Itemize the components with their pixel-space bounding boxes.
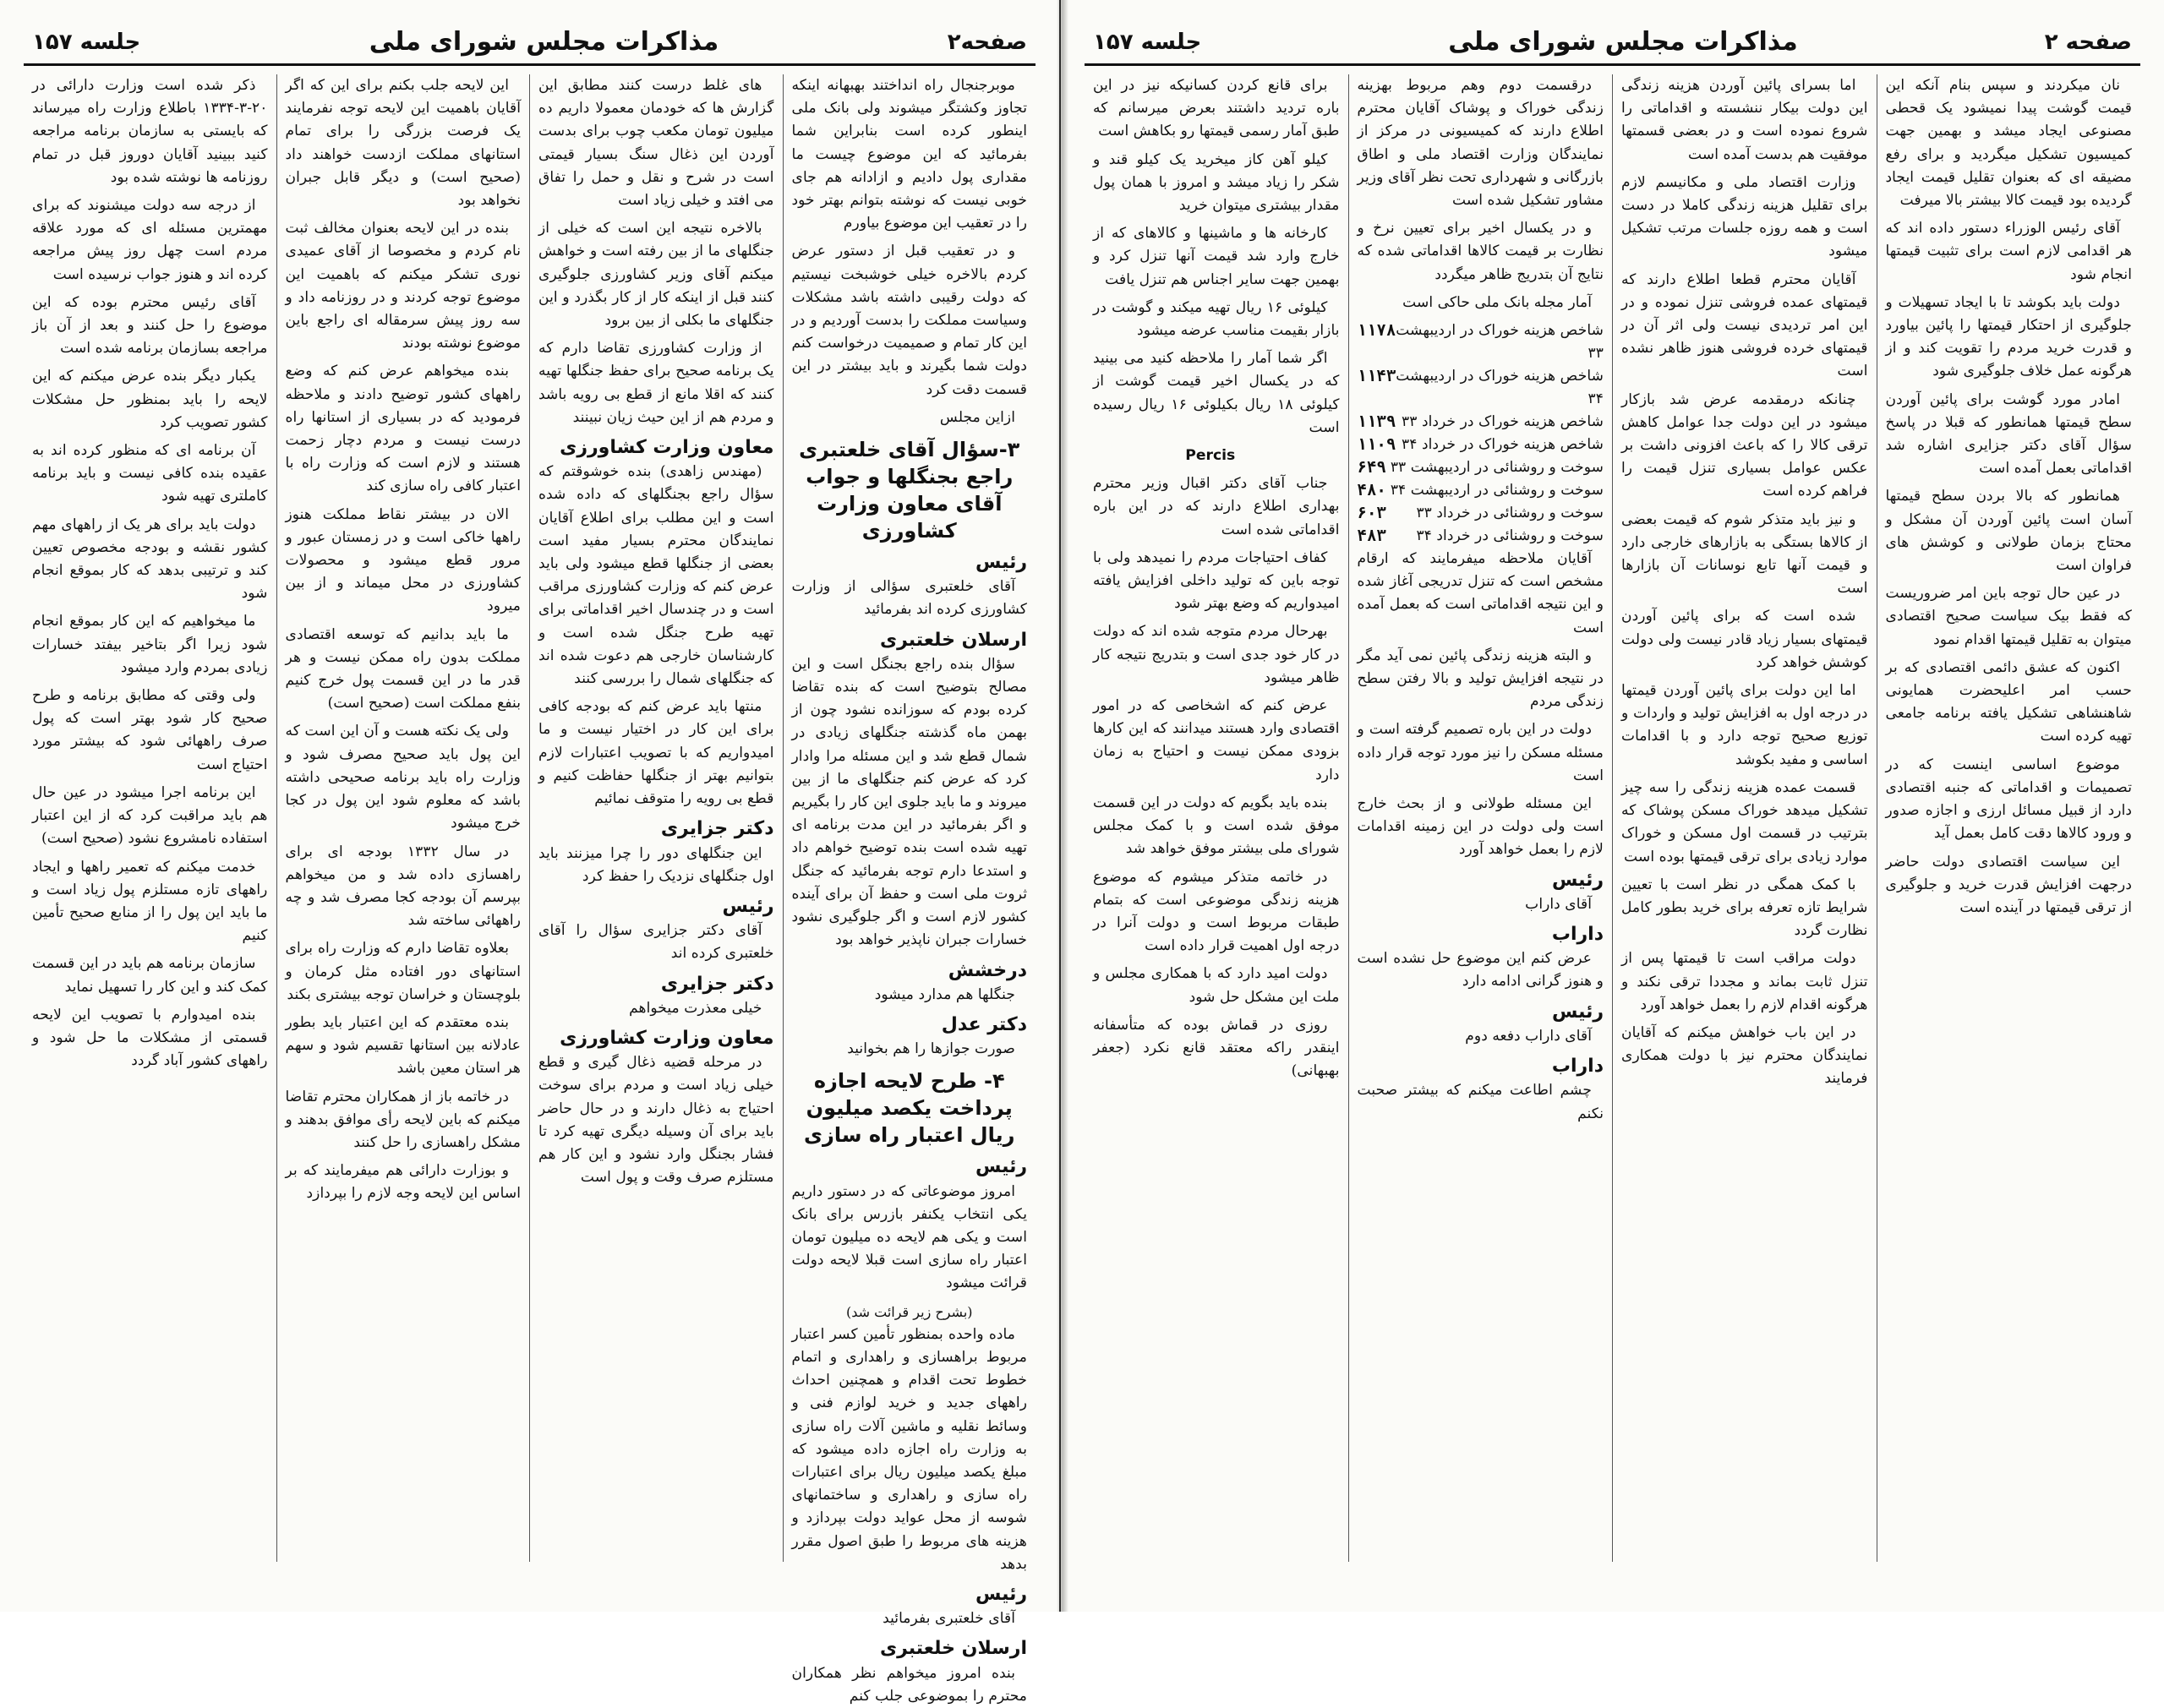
stat-value: ۱۱۰۹ — [1357, 435, 1396, 455]
speaker-name: رئیس — [722, 895, 774, 917]
stat-row — [1358, 525, 1604, 548]
stat-row — [1358, 319, 1604, 365]
right-page — [1061, 0, 2164, 1612]
paragraph: این برنامه اجرا میشود در عین حال هم باید مراقبت کرد که از این اعتبار استفاده نامشروع نشود (صحیح است) — [32, 783, 268, 848]
paragraph: ذکر شده است وزارت دارائی در ۲۰-۳-۱۳۳۴ باطلاع وزارت راه میرساند که بایستی به سازمان برنامه مراجعه کنید ببینید آقایان دوروز قبل در تمام روزنامه ها نوشته شده بود — [32, 77, 268, 186]
paragraph: ما میخواهیم که این کار بموقع انجام شود زیرا اگر بتاخیر بیفتد خسارات زیادی بمردم وارد میشود — [32, 613, 268, 676]
paragraph: چشم اطاعت میکنم که بیشتر صحبت نکنم — [1357, 1082, 1604, 1122]
paragraph: خدمت میکنم که تعمیر راهها و ایجاد راههای تازه مستلزم پول زیاد است و ما باید این پول را از منابع صحیح تأمین کنیم — [32, 858, 268, 945]
paragraph: بهرحال مردم متوجه شده اند که دولت در کار خود جدی است و بتدریج نتیجه کار ظاهر میشود — [1093, 623, 1340, 686]
stat-label: سوخت و روشنائی در خرداد ۳۳ — [1416, 505, 1604, 522]
speaker-name: ارسلان خلعتبری — [879, 1638, 1027, 1660]
stat-label: سوخت و روشنائی در اردیبهشت ۳۴ — [1390, 482, 1604, 499]
section-heading: ۳-سؤال آقای خلعتبری راجع بجنگلها و جواب آقای معاون وزارت کشاورزی — [799, 438, 1020, 543]
paragraph: سؤال بنده راجع بجنگل است و این مصالح بتوضیح است که بنده تقاضا کرده بودم که سوزانده نشود چون از بهمن ماه گذشته جنگلهای زیادی در شمال قطع شد و این مسئله مرا وادار کرد که عرض کنم جنگلهای ما از بین میروند و ما باید جلوی این کار را بگیریم و اگر بفرمائید در این مدت برنامه ای تهیه شده است بنده توضیح خواهم داد و استدعا دارم توجه بفرمائید که جنگل ثروت ملی است و حفظ آن برای آینده کشور لازم است و اگر جلوگیری نشود خسارات جبران ناپذیر خواهد بود — [791, 655, 1027, 949]
paragraph: در خاتمه باز از همکاران محترم تقاضا میکنم که باین لایحه رأی موافق بدهند و مشکل راهسازی را حل کنند — [285, 1088, 521, 1151]
paragraph: همانطور که بالا بردن سطح قیمتها آسان است پائین آوردن آن مشکل و محتاج بزمان طولانی و کوشش های فراوان است — [1885, 488, 2132, 575]
paragraph: درقسمت دوم وهم مربوط بهزینه زندگی خوراک و پوشاک آقایان محترم اطلاع دارند که کمیسیونی در مرکز از نمایندگان وزارت اقتصاد ملی و اطاق بازرگانی و شهرداری تحت نظر آقای وزیر مشاور تشکیل شده است — [1357, 77, 1604, 210]
paragraph: ولی وقتی که مطابق برنامه و طرح صحیح کار شود بهتر است که پول صرف راههائی شود که بیشتر مورد احتیاج است — [32, 687, 268, 773]
stat-value: ۱۱۳۹ — [1357, 412, 1396, 432]
paragraph: ماده واحده بمنظور تأمین کسر اعتبار مربوط براهسازی و راهداری و اتمام خطوط تحت اقدام و همچنین احداث راههای جدید و خرید لوازم فنی و وسائط نقلیه و ماشین آلات راه سازی به وزارت راه اجازه داده میشود که مبلغ یکصد میلیون ریال برای اعتبارات راه سازی و راهداری و ساختمانهای شوسه از محل عواید دولت بپردازد و هزینه های مربوط را طبق اصول مقرر بدهد — [791, 1325, 1027, 1573]
paragraph: منتها باید عرض کنم که بودجه کافی برای این کار در اختیار نیست و ما امیدواریم که با تصویب اعتبارات لازم بتوانیم بهتر از جنگلها حفاظت کنیم و قطع بی رویه را متوقف نمائیم — [538, 698, 774, 808]
stat-label: سوخت و روشنائی در اردیبهشت ۳۳ — [1390, 459, 1604, 477]
speaker-name: دکتر عدل — [941, 1013, 1027, 1035]
paragraph: و بوزارت دارائی هم میفرمایند که بر اساس این لایحه وجه لازم را بپردازد — [285, 1162, 521, 1203]
paragraph: موبرجنجال راه انداختند بهبهانه اینکه تجاوز وکشتگر میشوند ولی بانک ملی اینطور کرده است بنابراین شما بفرمائید که این موضوع چیست ما مقداری پول دادیم و ازادانه هم جای خوبی نیست که نوشته بتوانم بهتر خود را در تعقیب این موضوع بیاورم — [791, 77, 1027, 232]
paragraph: ازاین مجلس — [939, 408, 1015, 426]
section-heading: ۴- طرح لایحه اجازه پرداخت یکصد میلیون ریال اعتبار راه سازی — [804, 1069, 1015, 1148]
paragraph: دولت در این باره تصمیم گرفته است و مسئله مسکن را نیز مورد توجه قرار داده است — [1357, 721, 1604, 784]
paragraph: آقای خلعتبری سؤالی از وزارت کشاورزی کرده اند بفرمائید — [791, 578, 1027, 619]
paragraph: امروز موضوعاتی که در دستور داریم یکی انتخاب یکنفر بازرس برای بانک است و یکی هم لایحه ده میلیون تومان اعتبار راه سازی است قبلا لایحه دولت قرائت میشود — [791, 1182, 1027, 1292]
paragraph: در این باب خواهش میکنم که آقایان نمایندگان محترم نیز با دولت همکاری فرمایند — [1621, 1023, 1868, 1088]
paragraph: یکبار دیگر بنده عرض میکنم که این لایحه را باید بمنظور حل مشکلات کشور تصویب کرد — [32, 368, 268, 431]
latin-word: Percis — [1185, 447, 1236, 465]
paragraph: آقایان ملاحظه میفرمایند که ارقام مشخص است که تنزل تدریجی آغاز شده و این نتیجه اقداماتی است که بعمل آمده است — [1357, 550, 1604, 636]
paragraph: امادر مورد گوشت برای پائین آوردن سطح قیمتها همانطور که قبلا در پاسخ سؤال آقای دکتر جزایری اشاره شد اقداماتی بعمل آمده است — [1885, 390, 2132, 477]
paragraph: این لایحه جلب بکنم برای این که اگر آقایان باهمیت این لایحه توجه نفرمایند یک فرصت بزرگی را برای تمام استانهای مملکت ازدست خواهند داد (صحیح است) و دیگر قابل جبران نخواهد بود — [285, 77, 521, 210]
paragraph: موضوع اساسی اینست که در تصمیمات و اقداماتی که جنبه اقتصادی دارد از قبیل مسائل ارزی و اجازه صدور و ورود کالاها دقت کامل بعمل آید — [1885, 756, 2132, 843]
left-page — [0, 0, 1061, 1705]
reading-note: (بشرح زیر قرائت شد) — [845, 1303, 973, 1320]
paragraph: در عین حال توجه باین امر ضروریست که فقط بیک سیاست صحیح اقتصادی میتوان به تقلیل قیمتها اقدام نمود — [1885, 585, 2132, 648]
column-3 — [276, 74, 530, 1562]
paragraph: و در تعقیب قبل از دستور عرض کردم بالاخره خیلی خوشبخت نیستیم که دولت رقیبی داشته باشد مشکلات وسیاست مملکت را بدست آوردیم و در این کار تمام و صمیمیت درخواست کنم دولت شما بگیرند و باید بیشتر در این قسمت دقت کرد — [791, 243, 1027, 398]
page-gutter — [1057, 0, 1068, 1612]
paragraph: بالاخره نتیجه این است که خیلی از جنگلهای ما از بین رفته است و خواهش میکنم آقای وزیر کشاورزی جلوگیری کنند قبل از اینکه کار از کار بگذرد و این جنگلهای ما بکلی از بین برود — [538, 220, 774, 330]
paragraph: (مهندس زاهدی) بنده خوشوقتم که سؤال راجع بجنگلهای که داده شده است و این مطلب برای اطلاع آقایان نمایندگان محترم بسیار مفید است بعضی از جنگلها قطع میشود ولی باید عرض کنم که وزارت کشاورزی مراقب است و در چندسال اخیر اقداماتی برای تهیه طرح جنگل شده است و کارشناسان خارجی هم دعوت شده اند که جنگلهای شمال را بررسی کنند — [538, 463, 774, 688]
stat-row — [1358, 479, 1604, 502]
speaker-name: رئیس — [1551, 869, 1604, 891]
paragraph: کارخانه ها و ماشینها و کالاهای که از خارج وارد شد قیمت آنها تنزل کرد و بهمین جهت سایر اجناس هم تنزل یافت — [1093, 225, 1340, 288]
session-number: جلسه ۱۵۷ — [32, 29, 141, 55]
column-2 — [1612, 74, 1877, 1562]
paragraph: بعلاوه تقاضا دارم که وزارت راه برای استانهای دور افتاده مثل کرمان و بلوچستان و خراسان توجه بیشتری بکند — [285, 940, 521, 1003]
publication-title: مذاکرات مجلس شورای ملی — [1448, 27, 1798, 57]
stat-value: ۴۸۰ — [1357, 481, 1386, 500]
stat-value: ۶۴۹ — [1357, 458, 1386, 477]
stat-value: ۱۱۴۳ — [1357, 367, 1396, 386]
session-number: جلسه ۱۵۷ — [1093, 29, 1202, 55]
paragraph: صورت جوازها را هم بخوانید — [847, 1040, 1015, 1058]
paragraph: روزی در قماش بوده که متأسفانه اینقدر راکه معتقد قانع نکرد (جعفر بهبهانی) — [1093, 1016, 1340, 1080]
paragraph: چنانکه درمقدمه عرض شد بازکار میشود در این دولت جدا عوامل کاهش ترقی کالا را که باعث افزونی داشت بر عکس عوامل بسیاری تنزل قیمت را فراهم کرده است — [1621, 390, 1868, 500]
page-number: صفحه۲ — [947, 29, 1027, 55]
stat-row — [1358, 456, 1604, 479]
paragraph: این سیاست اقتصادی دولت حاضر درجهت افزایش قدرت خرید و جلوگیری از ترقی قیمتها در آینده است — [1885, 853, 2132, 916]
paragraph: این مسئله طولانی و از بحث خارج است ولی دولت در این زمینه اقدامات لازم را بعمل خواهد آورد — [1357, 795, 1604, 859]
paragraph: بنده امروز میخواهم نظر همکاران محترم را بموضوعی جلب کنم — [791, 1664, 1027, 1705]
paragraph: این جنگلهای دور را چرا میزنند باید اول جنگلهای نزدیک را حفظ کرد — [538, 844, 774, 885]
stat-label: شاخص هزینه خوراک در خرداد ۳۳ — [1402, 413, 1604, 431]
paragraph: قسمت عمده هزینه زندگی را سه چیز تشکیل میدهد خوراک مسکن پوشاک که بترتیب در قسمت اول مسکن و خوراک موارد زیادی برای ترقی قیمتها بوده است — [1621, 778, 1868, 865]
paragraph: آقایان محترم قطعا اطلاع دارند که قیمتهای عمده فروشی تنزل نموده و در این امر تردیدی نیست ولی اثر آن در قیمتهای خرده فروشی هنوز ظاهر نشده است — [1621, 270, 1868, 380]
paragraph: شده است که برای پائین آوردن قیمتهای بسیار زیاد قادر نیست ولی دولت کوشش خواهد کرد — [1621, 608, 1868, 671]
speaker-name: معاون وزارت کشاورزی — [560, 1027, 774, 1049]
left-page-header — [24, 19, 1036, 66]
column-1 — [1877, 74, 2141, 1562]
paragraph: در خاتمه متذکر میشوم که موضوع هزینه زندگی موضوعی است که بتمام طبقات مربوط است و دولت آنرا در درجه اول اهمیت قرار داده است — [1093, 868, 1340, 955]
speaker-name: رئیس — [975, 1583, 1027, 1605]
page-number: صفحه ۲ — [2044, 29, 2132, 55]
paragraph: دولت مراقب است تا قیمتها پس از تنزل ثابت بماند و مجددا ترقی نکند و هرگونه اقدام لازم را بعمل خواهد آورد — [1621, 950, 1868, 1013]
stat-label: سوخت و روشنائی در خرداد ۳۴ — [1416, 527, 1604, 545]
paragraph: اما بسرای پائین آوردن هزینه زندگی این دولت بیکار ننشسته و اقداماتی را شروع نموده است و در بعضی قسمتها موفقیت هم بدست آمده است — [1621, 77, 1868, 163]
stat-row — [1358, 411, 1604, 434]
paragraph: کیلو آهن کاز میخرید یک کیلو قند و شکر را زیاد میشد و امروز با همان پول مقدار بیشتری میتوان خرید — [1093, 150, 1340, 215]
speaker-name: معاون وزارت کشاورزی — [560, 437, 774, 459]
paragraph: و در یکسال اخیر برای تعیین نرخ و نظارت بر قیمت کالاها اقداماتی شده که نتایج آن بتدریج ظاهر میگردد — [1357, 220, 1604, 283]
speaker-name: درخشش — [948, 959, 1027, 981]
speaker-name: داراب — [1551, 924, 1604, 946]
column-4 — [1085, 74, 1348, 1562]
stat-row — [1358, 365, 1604, 411]
paragraph: بنده امیدوارم با تصویب این لایحه قسمتی از مشکلات ما حل شود و راههای کشور آباد گردد — [32, 1006, 268, 1070]
paragraph: جناب آقای دکتر اقبال وزیر محترم بهداری اطلاع دارند که در این باره اقداماتی شده است — [1093, 475, 1340, 538]
paragraph: ولی یک نکته هست و آن این است که این پول باید صحیح مصرف شود و وزارت راه باید برنامه صحیحی داشته باشد که معلوم شود این پول در کجا خرج میشود — [285, 723, 521, 832]
speaker-name: داراب — [1551, 1056, 1604, 1078]
speaker-name: رئیس — [1551, 1001, 1604, 1023]
speaker-name: دکتر جزایری — [660, 818, 774, 840]
paragraph: سازمان برنامه هم باید در این قسمت کمک کند و این کار را تسهیل نماید — [32, 955, 268, 996]
stat-row — [1358, 502, 1604, 525]
paragraph: در سال ۱۳۳۲ بودجه ای برای راهسازی داده شد و من میخواهم بپرسم آن بودجه کجا مصرف شد و چه راههائی ساخته شد — [285, 843, 521, 930]
speaker-name: رئیس — [975, 552, 1027, 574]
stat-value: ۶۰۳ — [1357, 504, 1386, 523]
stat-value: ۱۱۷۸ — [1357, 321, 1396, 341]
paragraph: دولت باید برای هر یک از راههای مهم کشور نقشه و بودجه مخصوص تعیین کند و ترتیبی بدهد که کار بموقع انجام شود — [32, 516, 268, 603]
paragraph: بنده باید بگویم که دولت در این قسمت موفق شده است و با کمک مجلس شورای ملی بیشتر موفق خواهد شد — [1093, 794, 1340, 858]
stat-label: شاخص هزینه خوراک در اردیبهشت ۳۴ — [1396, 368, 1604, 408]
paragraph: برای قانع کردن کسانیکه نیز در این باره تردید داشتند بعرض میرسانم که طبق آمار رسمی قیمتها رو بکاهش است — [1093, 77, 1340, 140]
column-3 — [1348, 74, 1613, 1562]
column-4 — [24, 74, 276, 1562]
paragraph: کیلوئی ۱۶ ریال تهیه میکند و گوشت در بازار بقیمت مناسب عرضه میشود — [1093, 298, 1340, 340]
paragraph: بنده معتقدم که این اعتبار باید بطور عادلانه بین استانها تقسیم شود و سهم هر استان معین باشد — [285, 1013, 521, 1078]
speaker-name: ارسلان خلعتبری — [879, 629, 1027, 651]
paragraph: ما باید بدانیم که توسعه اقتصادی مملکت بدون راه ممکن نیست و هر قدر ما در این قسمت پول خرج کنیم بنفع مملکت است (صحیح است) — [285, 625, 521, 712]
paragraph: آقای دکتر جزایری سؤال را آقای خلعتبری کرده اند — [538, 922, 774, 963]
paragraph: بنده میخواهم عرض کنم که وضع راههای کشور توضیح دادند و ملاحظه فرمودید که در بسیاری از استانها راه درست نیست و مردم دچار زحمت هستند و لازم است که وزارت راه با اعتبار کافی راه سازی کند — [285, 363, 521, 495]
paragraph: اگر شما آمار را ملاحظه کنید می بینید که در یکسال اخیر قیمت گوشت از کیلوئی ۱۸ ریال بکیلوئی ۱۶ ریال رسیده است — [1093, 350, 1340, 436]
paragraph: عرض کنم این موضوع حل نشده است و هنوز گرانی ادامه دارد — [1357, 950, 1604, 990]
paragraph: کفاف احتیاجات مردم را نمیدهد ولی با توجه باین که تولید داخلی افزایش یافته امیدواریم که وضع بهتر شود — [1093, 548, 1340, 613]
column-2 — [529, 74, 783, 1562]
stat-label: شاخص هزینه خوراک در خرداد ۳۴ — [1402, 436, 1604, 454]
paragraph: وزارت اقتصاد ملی و مکانیسم لازم برای تقلیل هزینه زندگی کاملا در دست است و همه روزه جلسات مرتب تشکیل میشود — [1621, 173, 1868, 260]
paragraph: جنگلها هم مدارد میشود — [874, 985, 1015, 1003]
paragraph: آقای خلعتبری بفرمائید — [883, 1610, 1015, 1628]
paragraph: و البته هزینه زندگی پائین نمی آید مگر در نتیجه افزایش تولید و بالا رفتن سطح زندگی مردم — [1357, 647, 1604, 711]
paragraph: در مرحله قضیه ذغال گیری و قطع خیلی زیاد است و مردم برای سوخت احتیاج به ذغال دارند و در حال حاضر باید برای آن وسیله دیگری تهیه کرد تا فشار بجنگل وارد نشود و این کار هم مستلزم صرف وقت و پول است — [538, 1054, 774, 1187]
column-1 — [783, 74, 1036, 1705]
paragraph: دولت امید دارد که با همکاری مجلس و ملت این مشکل حل شود — [1093, 965, 1340, 1006]
paragraph: خیلی معذرت میخواهم — [629, 999, 762, 1017]
publication-title: مذاکرات مجلس شورای ملی — [369, 27, 719, 57]
paragraph: دولت باید بکوشد تا با ایجاد تسهیلات و جلوگیری از احتکار قیمتها را پائین بیاورد و قدرت خرید مردم را تقویت کند و از هرگونه عمل خلاف جلوگیری شود — [1885, 293, 2132, 380]
paragraph: بنده در این لایحه بعنوان مخالف ثبت نام کردم و مخصوصا از آقای عمیدی نوری تشکر میکنم که باهمیت این موضوع توجه کردند و در روزنامه داد و سه روز پیش سرمقاله ای راجع باین موضوع نوشته بودند — [285, 220, 521, 352]
paragraph: نان میکردند و سپس بنام آنکه این قیمت گوشت پیدا نمیشود یک قحطی مصنوعی ایجاد میشد و بهمین جهت کمیسیون تشکیل میگردید و برای رفع مضیقه ای که بعنوان تقلیل قیمت ایجاد گردیده بود قیمت کالا بیشتر بالا میرفت — [1885, 77, 2132, 210]
paragraph: از وزارت کشاورزی تقاضا دارم که یک برنامه صحیح برای حفظ جنگلها تهیه کنند که اقلا مانع از قطع بی رویه باشد و مردم هم از این حیث زیان نبینند — [538, 340, 774, 426]
paragraph: با کمک همگی در نظر است با تعیین شرایط تازه تعرفه برای خرید بطور کامل نظارت گردد — [1621, 876, 1868, 940]
paragraph: از درجه سه دولت میشنوند که برای مهمترین مسئله ای که مورد علاقه مردم است چهل روز پیش مراجعه کرده اند و هنوز جواب نرسیده است — [32, 197, 268, 283]
right-page-columns — [1085, 74, 2140, 1562]
left-page-columns — [24, 74, 1036, 1705]
paragraph: اکنون که عشق دائمی اقتصادی که بر حسب امر اعلیحضرت همایونی شاهنشاهی تشکیل یافته برنامه جامعی تهیه کرده است — [1885, 658, 2132, 745]
stat-value: ۴۸۳ — [1357, 527, 1386, 546]
paragraph: آقای رئیس محترم بوده که این موضوع را حل کنند و بعد از آن باز مراجعه بسازمان برنامه شده است — [32, 293, 268, 357]
speaker-name: رئیس — [975, 1156, 1027, 1178]
stat-row — [1358, 434, 1604, 456]
paragraph: آقای داراب — [1525, 895, 1592, 913]
paragraph: آن برنامه ای که منظور کرده اند به عقیده بنده کافی نیست و باید برنامه کاملتری تهیه شود — [32, 442, 268, 505]
stat-label: شاخص هزینه خوراک در اردیبهشت ۳۳ — [1396, 322, 1604, 363]
paragraph: و نیز باید متذکر شوم که قیمت بعضی از کالاها بستگی به بازارهای خارجی دارد و قیمت آنها تابع نوسانات آن بازارها است — [1621, 510, 1868, 598]
paragraph: آقای رئیس الوزراء دستور داده اند که هر اقدامی لازم است برای تثبیت قیمتها انجام شود — [1885, 220, 2132, 283]
paragraph: عرض کنم که اشخاصی که در امور اقتصادی وارد هستند میدانند که این کارها بزودی ممکن نیست و احتیاج به زمان دارد — [1093, 697, 1340, 783]
speaker-name: دکتر جزایری — [660, 973, 774, 995]
right-page-header — [1085, 19, 2140, 66]
paragraph: اما این دولت برای پائین آوردن قیمتها در درجه اول به افزایش تولید و واردات و توزیع صحیح توجه دارد و با اقدامات اساسی و مفید بکوشد — [1621, 682, 1868, 768]
paragraph: های غلط درست کنند مطابق این گزارش ها که خودمان معمولا داریم ده میلیون تومان مکعب چوب برای بدست آوردن این ذغال سنگ بسیار قیمتی است در شرح و نقل و حمل را تفاق می افتد و خیلی زیاد است — [538, 77, 774, 210]
paragraph: آمار مجله بانک ملی حاکی است — [1402, 293, 1592, 311]
paragraph: الان در بیشتر نقاط مملکت هنوز راهها خاکی است و در زمستان عبور و مرور قطع میشود و محصولات کشاورزی در محل میماند و از بین میرود — [285, 505, 521, 615]
paragraph: آقای داراب دفعه دوم — [1465, 1027, 1592, 1045]
